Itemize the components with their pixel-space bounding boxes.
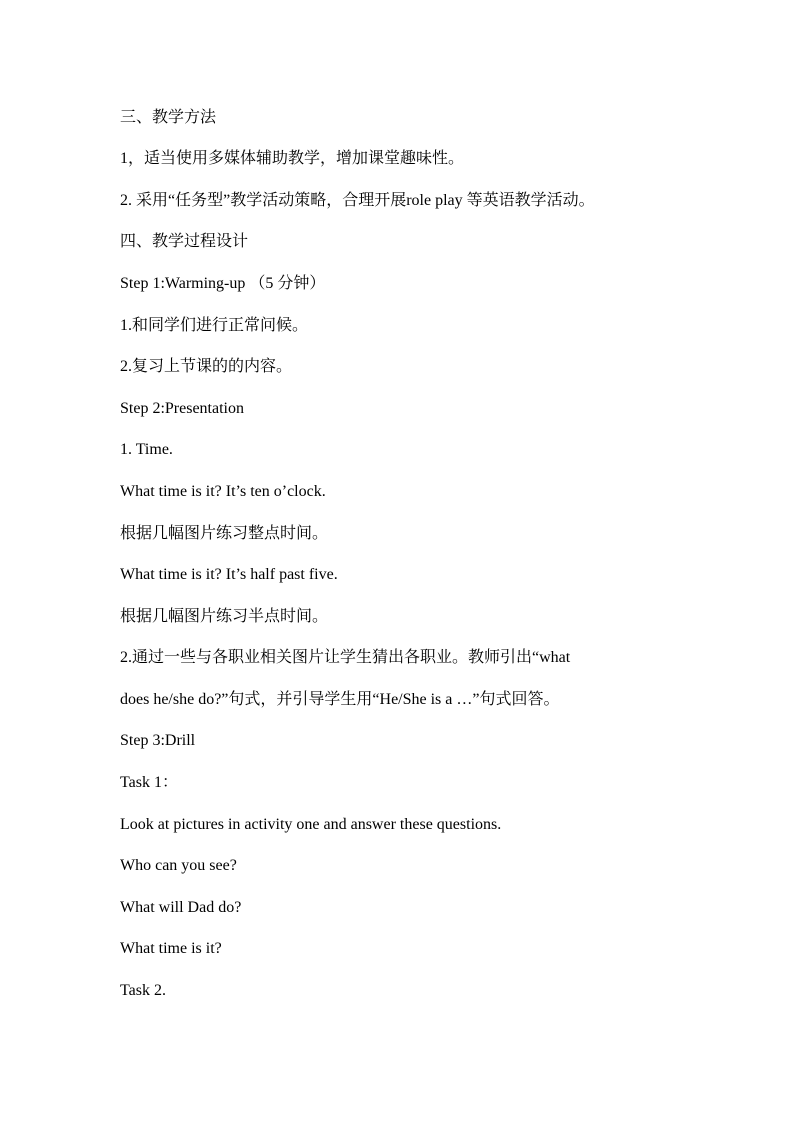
question-line: Who can you see? [120,857,237,874]
method-item-2: 2. 采用“任务型”教学活动策略，合理开展role play 等英语教学活动。 [120,192,595,209]
task-2-heading: Task 2. [120,982,166,999]
step-3-heading: Step 3:Drill [120,732,196,749]
step-1-item-2: 2.复习上节课的的内容。 [120,358,293,375]
step-2-item-1: 1. Time. [120,441,173,458]
dialogue-line: What time is it? It’s half past five. [120,566,338,583]
instruction-line: 根据几幅图片练习半点时间。 [120,608,329,625]
question-line: What time is it? [120,940,222,957]
method-item-1: 1，适当使用多媒体辅助教学，增加课堂趣味性。 [120,150,465,167]
section-heading-teaching-methods: 三、教学方法 [120,109,217,126]
dialogue-line: What time is it? It’s ten o’clock. [120,483,326,500]
step-2-item-2-continued: does he/she do?”句式，并引导学生用“He/She is a …”句式回答。 [120,691,560,708]
instruction-line: 根据几幅图片练习整点时间。 [120,525,329,542]
task-1-heading: Task 1： [120,774,178,791]
question-line: What will Dad do? [120,899,242,916]
task-1-instruction: Look at pictures in activity one and answer these questions. [120,816,502,833]
step-2-heading: Step 2:Presentation [120,400,244,417]
step-1-item-1: 1.和同学们进行正常问候。 [120,317,309,334]
step-1-heading: Step 1:Warming-up （5 分钟） [120,275,326,292]
section-heading-teaching-process: 四、教学过程设计 [120,233,249,250]
step-2-item-2: 2.通过一些与各职业相关图片让学生猜出各职业。教师引出“what [120,649,571,666]
